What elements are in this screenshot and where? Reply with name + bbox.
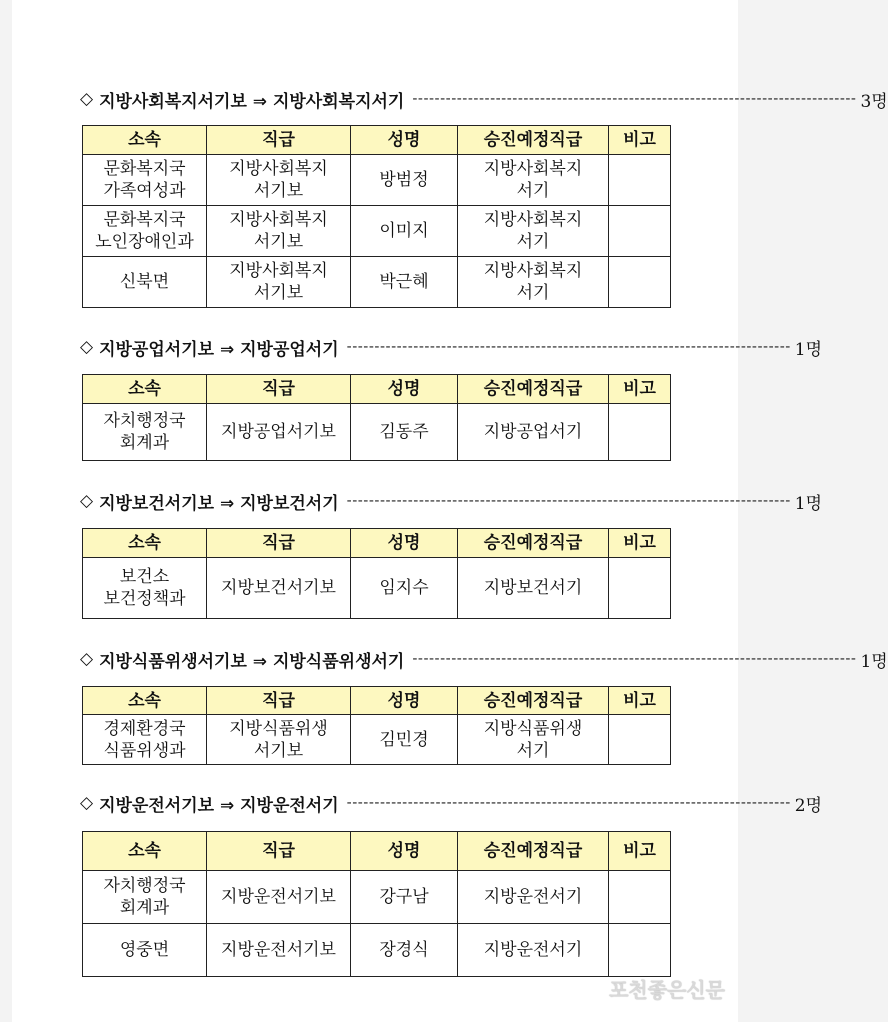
section-heading [80, 646, 888, 672]
column-header: 승진예정직급 [458, 126, 609, 155]
promotion-table [82, 125, 671, 308]
grade-cell: 지방사회복지 서기보 [207, 206, 351, 257]
diamond-icon: ◇ [80, 491, 94, 511]
dept-cell: 영중면 [83, 924, 207, 977]
name-cell: 김민경 [351, 715, 458, 765]
grade-cell: 지방운전서기보 [207, 871, 351, 924]
target-grade-cell: 지방공업서기 [458, 404, 609, 461]
table-header-row [83, 126, 671, 155]
note-cell [609, 558, 671, 619]
table-row [83, 558, 671, 619]
promotion-table [82, 528, 671, 619]
column-header: 성명 [351, 832, 458, 871]
dept-cell: 자치행정국 회계과 [83, 871, 207, 924]
note-cell [609, 924, 671, 977]
promotion-table [82, 831, 671, 977]
column-header: 소속 [83, 126, 207, 155]
target-grade-cell: 지방식품위생 서기 [458, 715, 609, 765]
section-heading [80, 86, 888, 112]
column-header: 비고 [609, 375, 671, 404]
section-title: 지방사회복지서기보 ⇒ 지방사회복지서기 [99, 91, 405, 112]
grade-cell: 지방식품위생 서기보 [207, 715, 351, 765]
table-header-row [83, 687, 671, 715]
dash-leader: -------------------------------------------------------------------------------- [346, 795, 791, 811]
target-grade-cell: 지방사회복지 서기 [458, 206, 609, 257]
name-cell: 김동주 [351, 404, 458, 461]
dash-leader: -------------------------------------------------------------------------------- [412, 91, 857, 107]
section-count: 1명 [794, 493, 823, 514]
name-cell: 임지수 [351, 558, 458, 619]
note-cell [609, 404, 671, 461]
column-header: 승진예정직급 [458, 375, 609, 404]
column-header: 소속 [83, 529, 207, 558]
name-cell: 이미지 [351, 206, 458, 257]
target-grade-cell: 지방사회복지 서기 [458, 257, 609, 308]
section-title: 지방공업서기보 ⇒ 지방공업서기 [99, 339, 339, 360]
diamond-icon: ◇ [80, 649, 94, 669]
target-grade-cell: 지방운전서기 [458, 924, 609, 977]
column-header: 직급 [207, 687, 351, 715]
dept-cell: 보건소 보건정책과 [83, 558, 207, 619]
column-header: 승진예정직급 [458, 832, 609, 871]
table-header-row [83, 529, 671, 558]
column-header: 소속 [83, 832, 207, 871]
table-row [83, 871, 671, 924]
column-header: 비고 [609, 529, 671, 558]
name-cell: 박근혜 [351, 257, 458, 308]
column-header: 소속 [83, 375, 207, 404]
section-title: 지방보건서기보 ⇒ 지방보건서기 [99, 493, 339, 514]
target-grade-cell: 지방보건서기 [458, 558, 609, 619]
table-row [83, 206, 671, 257]
table-row [83, 715, 671, 765]
column-header: 성명 [351, 126, 458, 155]
diamond-icon: ◇ [80, 337, 94, 357]
note-cell [609, 257, 671, 308]
column-header: 성명 [351, 529, 458, 558]
column-header: 비고 [609, 126, 671, 155]
dept-cell: 자치행정국 회계과 [83, 404, 207, 461]
dash-leader: -------------------------------------------------------------------------------- [346, 339, 791, 355]
section-heading [80, 488, 823, 514]
watermark: 포천좋은신문 [609, 978, 725, 1002]
note-cell [609, 871, 671, 924]
column-header: 비고 [609, 832, 671, 871]
name-cell: 방범정 [351, 155, 458, 206]
column-header: 성명 [351, 375, 458, 404]
column-header: 직급 [207, 126, 351, 155]
table-row [83, 257, 671, 308]
column-header: 직급 [207, 375, 351, 404]
note-cell [609, 155, 671, 206]
note-cell [609, 715, 671, 765]
section-count: 2명 [794, 795, 823, 816]
dash-leader: -------------------------------------------------------------------------------- [346, 493, 791, 509]
column-header: 승진예정직급 [458, 529, 609, 558]
section-count: 3명 [860, 91, 888, 112]
section-count: 1명 [860, 651, 888, 672]
name-cell: 강구남 [351, 871, 458, 924]
name-cell: 장경식 [351, 924, 458, 977]
dept-cell: 경제환경국 식품위생과 [83, 715, 207, 765]
dash-leader: -------------------------------------------------------------------------------- [412, 651, 857, 667]
column-header: 성명 [351, 687, 458, 715]
dept-cell: 신북면 [83, 257, 207, 308]
grade-cell: 지방공업서기보 [207, 404, 351, 461]
grade-cell: 지방사회복지 서기보 [207, 257, 351, 308]
section-title: 지방운전서기보 ⇒ 지방운전서기 [99, 795, 339, 816]
table-row [83, 404, 671, 461]
column-header: 직급 [207, 832, 351, 871]
table-row [83, 924, 671, 977]
target-grade-cell: 지방사회복지 서기 [458, 155, 609, 206]
grade-cell: 지방운전서기보 [207, 924, 351, 977]
table-header-row [83, 832, 671, 871]
section-title: 지방식품위생서기보 ⇒ 지방식품위생서기 [99, 651, 405, 672]
section-heading [80, 334, 823, 360]
grade-cell: 지방사회복지 서기보 [207, 155, 351, 206]
note-cell [609, 206, 671, 257]
table-header-row [83, 375, 671, 404]
table-row [83, 155, 671, 206]
column-header: 비고 [609, 687, 671, 715]
target-grade-cell: 지방운전서기 [458, 871, 609, 924]
section-count: 1명 [794, 339, 823, 360]
promotion-table [82, 374, 671, 461]
column-header: 승진예정직급 [458, 687, 609, 715]
promotion-table [82, 686, 671, 765]
diamond-icon: ◇ [80, 793, 94, 813]
column-header: 직급 [207, 529, 351, 558]
section-heading [80, 790, 823, 816]
dept-cell: 문화복지국 노인장애인과 [83, 206, 207, 257]
column-header: 소속 [83, 687, 207, 715]
grade-cell: 지방보건서기보 [207, 558, 351, 619]
dept-cell: 문화복지국 가족여성과 [83, 155, 207, 206]
diamond-icon: ◇ [80, 89, 94, 109]
